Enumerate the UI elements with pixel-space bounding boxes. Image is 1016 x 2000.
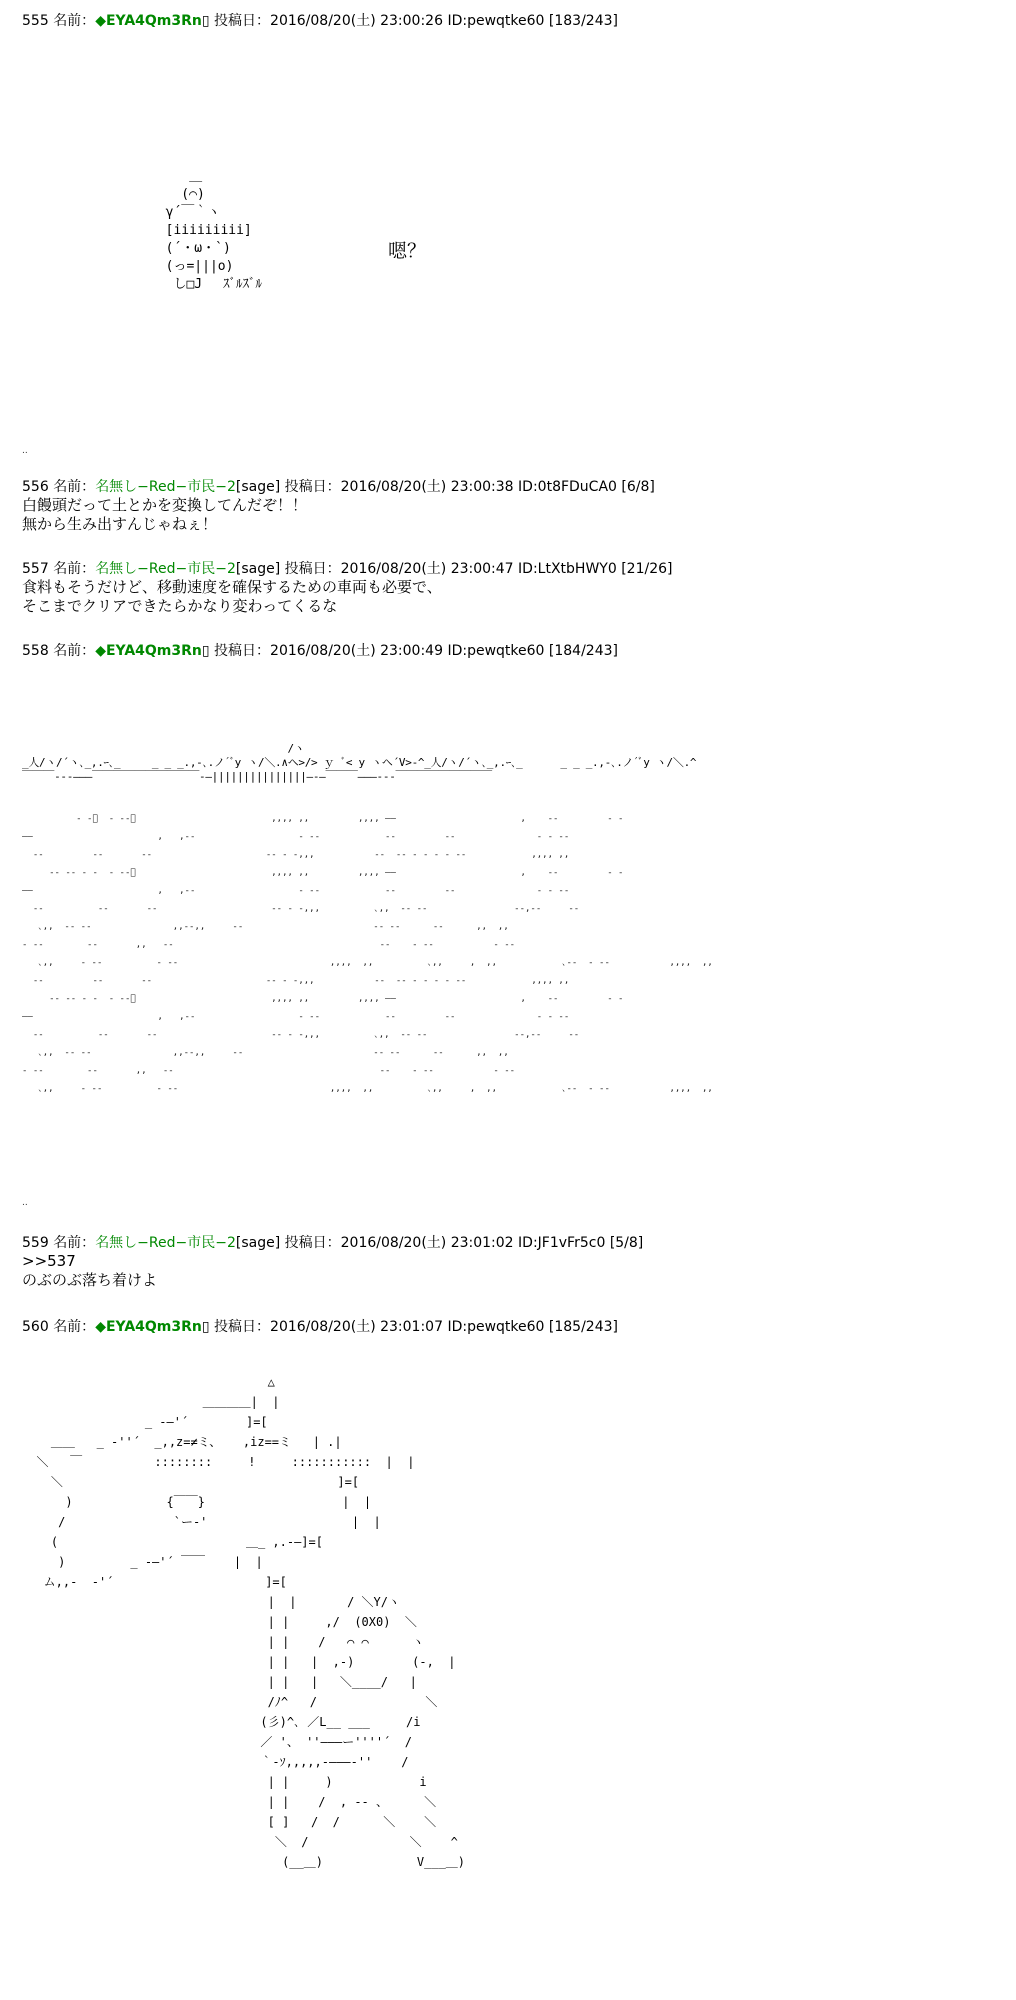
post-date: 2016/08/20(土) 23:00:49 <box>270 643 443 659</box>
mail-field: [sage] <box>235 1235 281 1251</box>
post-count: [21/26] <box>621 561 673 577</box>
post-mark: ▯ <box>201 13 210 29</box>
post-header <box>22 642 618 660</box>
ascii-art-figure: ＿ (⌒) γ´￣｀ヽ [iiiiiiiii] (´・ω・`) (っ=|||o) し□J ｽﾞﾙｽﾞﾙ <box>165 169 262 292</box>
poster-name[interactable]: 名無し−Red−市民−2 <box>95 479 236 495</box>
post-number: 558 <box>22 643 49 659</box>
post-body-line: そこまでクリアできたらかなり変わってくるな <box>22 597 338 615</box>
name-label: 名前： <box>53 643 96 659</box>
poster-name[interactable]: 名無し−Red−市民−2 <box>95 1235 236 1251</box>
post-558 <box>22 642 618 660</box>
post-number: 559 <box>22 1235 49 1251</box>
poster-id[interactable]: ID:JF1vFr5c0 <box>518 1235 606 1251</box>
post-date: 2016/08/20(土) 23:00:47 <box>340 561 514 577</box>
speech-text: 嗯？ <box>388 240 427 262</box>
post-number: 556 <box>22 479 49 495</box>
date-label: 投稿日： <box>214 1319 271 1335</box>
mail-field: [sage] <box>235 561 281 577</box>
date-label: 投稿日： <box>214 13 271 29</box>
post-mark: ▯ <box>201 643 210 659</box>
post-date: 2016/08/20(土) 23:01:07 <box>270 1319 443 1335</box>
post-body-line: のぶのぶ落ち着けよ <box>22 1271 158 1289</box>
post-header <box>22 1318 618 1336</box>
poster-id[interactable]: ID:LtXtbHWY0 <box>518 561 617 577</box>
post-count: [5/8] <box>609 1235 644 1251</box>
name-label: 名前： <box>53 561 96 577</box>
post-number: 560 <box>22 1319 49 1335</box>
name-label: 名前： <box>53 1235 96 1251</box>
reply-link[interactable]: >>537 <box>22 1252 76 1270</box>
poster-name[interactable]: ◆EYA4Qm3Rn <box>95 643 202 659</box>
poster-name[interactable]: ◆EYA4Qm3Rn <box>95 13 202 29</box>
poster-id[interactable]: ID:pewqtke60 <box>447 643 545 659</box>
post-count: [183/243] <box>548 13 618 29</box>
ascii-art-crowd: - -ﾞ - --ﾞ ,,,, ,, ,,,, ―― , -- - - ―― , ,-- - -- -- -- - - -- -- -- -- -- - -,,, -- -- - - - - -- ,,,, ,, -- -- - - - --ﾞ ,,,, ,, ,,,, ―― , -- - - ―― , ,-- - -- -- -- - - -- -- -- -- -- - -,,, ､,, -- -- --,-- -- ､,, -- -- ,,--,, -- -- -- -- ,, ,, - -- -- ,, -- -- - -- - -- ､,, - -- - -- ,,,, ,, ､,, , ,, ､-- - -- ,,,, ,, -- -- -- -- - -,,, -- -- - - - - -- ,,,, ,, -- -- - - - --ﾞ ,,,, ,, ,,,, ―― , -- - - ―― , ,-- - -- -- -- - - -- -- -- -- -- - -,,, ､,, -- -- --,-- -- ､,, -- -- ,,--,, -- -- -- -- ,, ,, - -- -- ,, -- -- - -- - -- ､,, - -- - -- ,,,, ,, ､,, , ,, ､-- - -- ,,,, ,, <box>22 814 713 1094</box>
post-count: [184/243] <box>548 643 618 659</box>
post-date: 2016/08/20(土) 23:00:26 <box>270 13 443 29</box>
post-body-line: 無から生み出すんじゃねぇ！ <box>22 515 218 533</box>
post-559 <box>22 1234 643 1290</box>
post-header <box>22 478 655 496</box>
poster-name[interactable]: ◆EYA4Qm3Rn <box>95 1319 202 1335</box>
post-556 <box>22 478 655 534</box>
ascii-art-person: | | / ＼Y/ヽ | | ,/ (0X0) ＼ | | / ⌒ ⌒ ヽ | | | ,-) (-, | | | | ＼____/ | /ﾉ^ / ＼ (彡)^､ ／L__ ___ /i ／ '、 ''―――ー''''´ / ｀-ｿ,,,,,-―――‐'' / | | ) i | | / , ‐- 、 ＼ [ ] / / ＼ ＼ ＼ / ＼ ^ (__＿) V___＿) <box>260 1595 466 1869</box>
separator-dots: .. <box>22 446 28 456</box>
poster-id[interactable]: ID:pewqtke60 <box>447 1319 545 1335</box>
mail-field: [sage] <box>235 479 281 495</box>
poster-id[interactable]: ID:0t8FDuCA0 <box>518 479 617 495</box>
post-date: 2016/08/20(土) 23:01:02 <box>340 1235 514 1251</box>
date-label: 投稿日： <box>284 1235 341 1251</box>
post-count: [185/243] <box>548 1319 618 1335</box>
date-label: 投稿日： <box>284 479 341 495</box>
post-header <box>22 560 673 578</box>
separator-dots: .. <box>22 1198 28 1208</box>
post-mark: ▯ <box>201 1319 210 1335</box>
post-560 <box>22 1318 618 1336</box>
post-body-line: 白饅頭だって土とかを変換してんだぞ！！ <box>22 496 308 514</box>
post-number: 555 <box>22 13 49 29</box>
date-label: 投稿日： <box>284 561 341 577</box>
post-count: [6/8] <box>621 479 655 495</box>
post-557 <box>22 560 673 616</box>
poster-name[interactable]: 名無し−Red−市民−2 <box>95 561 236 577</box>
post-header <box>22 1234 643 1252</box>
date-label: 投稿日： <box>214 643 271 659</box>
post-header <box>22 12 618 30</box>
poster-id[interactable]: ID:pewqtke60 <box>447 13 545 29</box>
name-label: 名前： <box>53 13 96 29</box>
post-555 <box>22 12 618 30</box>
name-label: 名前： <box>53 1319 96 1335</box>
post-body-line: 食料もそうだけど、移動速度を確保するための車両も必要で、 <box>22 578 442 596</box>
post-number: 557 <box>22 561 49 577</box>
ascii-art-wall: /ヽ _人/ヽ/´ヽ､_,.ｰ､_ _ _ _.,-､.ノ´ﾞy ヽ/＼.∧ヘ>/> ｙ ﾞ< y ヽヘ´V>‐^_人/ヽ/´ヽ､_,.ｰ､_ _ _ _.,-､.ノ´ﾞy ヽ/＼.^ ￣￣￣‐‐‐―――￣￣￣￣￣￣￣￣￣￣‐―|||||||||||||||―‐―￣￣￣―――‐‐‐￣￣￣￣￣￣￣￣￣ <box>22 742 697 783</box>
post-date: 2016/08/20(土) 23:00:38 <box>340 479 514 495</box>
ascii-art-flag: △ ＿＿＿＿| | _ -―'´ ]=[ ＿＿ _ ‐''´ _,,z=≠ミ、 ,iz==ミ | .| ＼ ￣ :::::::: ! ::::::::::: | | ＼ ]=[ ) {￣￣} | | / `ー‐' | | ( ＿_ ,.-―]=[ ) _ -―'´ ￣￣ | | ム,,- ‐'´ ]=[ <box>36 1375 415 1589</box>
name-label: 名前： <box>53 479 96 495</box>
